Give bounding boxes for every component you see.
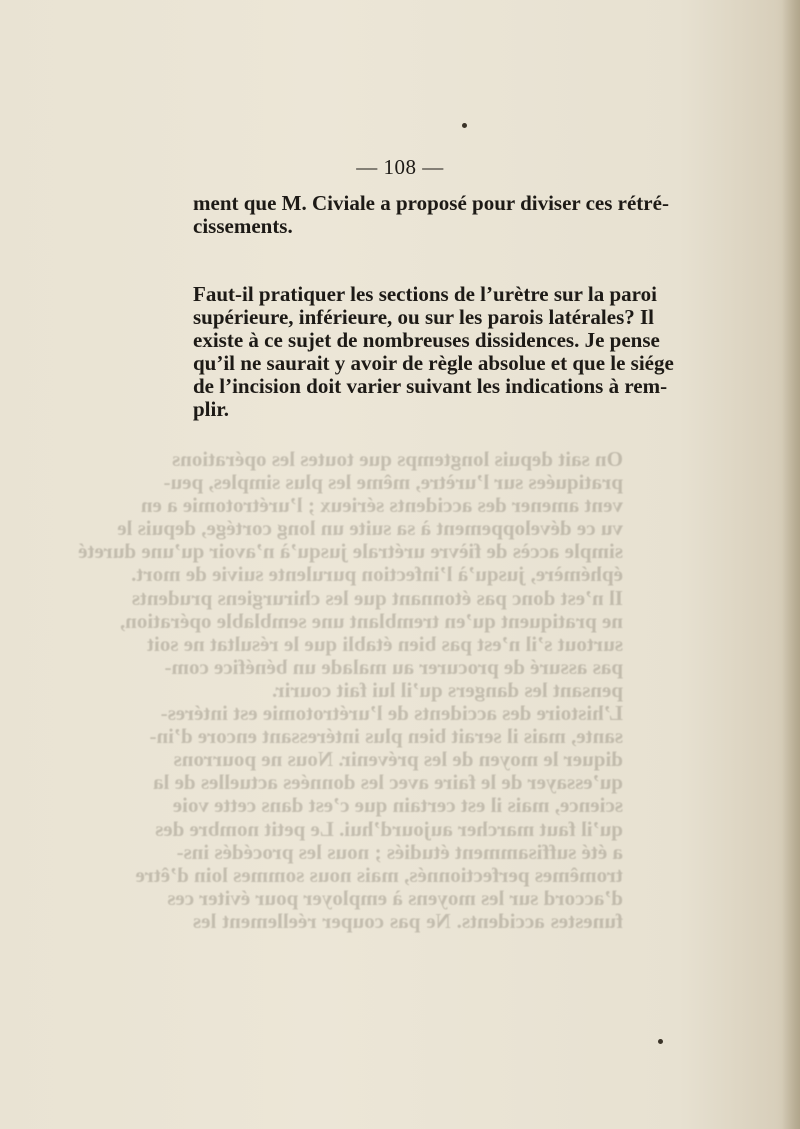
- show-through-line: funestes accidents. Ne pas couper réellement les: [193, 908, 623, 933]
- show-through-line: tromêmes perfectionnés, mais nous sommes loin d’être: [135, 862, 623, 887]
- text-line: existe à ce sujet de nombreuses dissidences. Je pense: [193, 328, 660, 352]
- text-line: de l’incision doit varier suivant les indications à rem-: [193, 374, 668, 398]
- text-line: plir.: [193, 397, 229, 421]
- show-through-line: qu’il faut marcher aujourd’hui. Le petit nombre des: [155, 816, 623, 841]
- show-through-line: On sait depuis longtemps que toutes les opérations: [172, 447, 623, 471]
- show-through-line: pas assuré de procurer au malade un bénéfice com-: [164, 654, 623, 679]
- show-through-line: vu ce développement à sa suite un long cortége, depuis le: [117, 516, 623, 541]
- show-through-line: Il n’est donc pas étonnant que les chirurgiens prudents: [131, 585, 623, 610]
- show-through-line: éphémère, jusqu’à l’infection purulente suivie de mort.: [131, 562, 623, 587]
- page-number: — 108 —: [356, 155, 444, 179]
- show-through-line: ne pratiquent qu’en tremblant une semblable opération,: [119, 608, 623, 633]
- show-through-line: a été suffisamment étudiés ; nous les procédés ins-: [176, 839, 623, 864]
- text-line: qu’il ne saurait y avoir de règle absolue et que le siége: [193, 351, 674, 375]
- text-line: ment que M. Civiale a proposé pour diviser ces rétré-: [193, 191, 669, 215]
- ink-spot: [658, 1039, 663, 1044]
- show-through-line: qu’essayer de le faire avec les données actuelles de la: [153, 770, 623, 795]
- show-through-line: sante, mais il serait bien plus intéressant encore d’in-: [149, 724, 623, 749]
- paragraph-2: [193, 282, 674, 421]
- show-through-line: d’accord sur les moyens à employer pour éviter ces: [167, 885, 623, 910]
- show-through-line: vent amener des accidents sérieux ; l’urétrotomie a en: [140, 493, 623, 518]
- show-through-line: surtout s’il n’est pas bien établi que le résultat ne soit: [146, 631, 623, 656]
- text-line: Faut-il pratiquer les sections de l’urètre sur la paroi: [193, 282, 657, 306]
- show-through-line: pratiquées sur l’urètre, même les plus simples, peu-: [163, 470, 623, 495]
- text-line: cissements.: [193, 214, 293, 238]
- show-through-line: pensant les dangers qu’il lui fait courir.: [271, 677, 623, 702]
- show-through-line: L’histoire des accidents de l’urétrotomie est intéres-: [160, 701, 623, 726]
- text-line: supérieure, inférieure, ou sur les parois latérales? Il: [193, 305, 654, 329]
- show-through-text: [78, 447, 623, 933]
- paragraph-1: [193, 191, 669, 238]
- show-through-line: diquer le moyen de les prévenir. Nous ne pourrons: [173, 747, 623, 772]
- show-through-line: science, mais il est certain que c’est dans cette voie: [172, 793, 623, 818]
- show-through-line: simple accès de fièvre urétrale jusqu’à n’avoir qu’une dureté: [78, 539, 623, 564]
- ink-spot: [462, 123, 467, 128]
